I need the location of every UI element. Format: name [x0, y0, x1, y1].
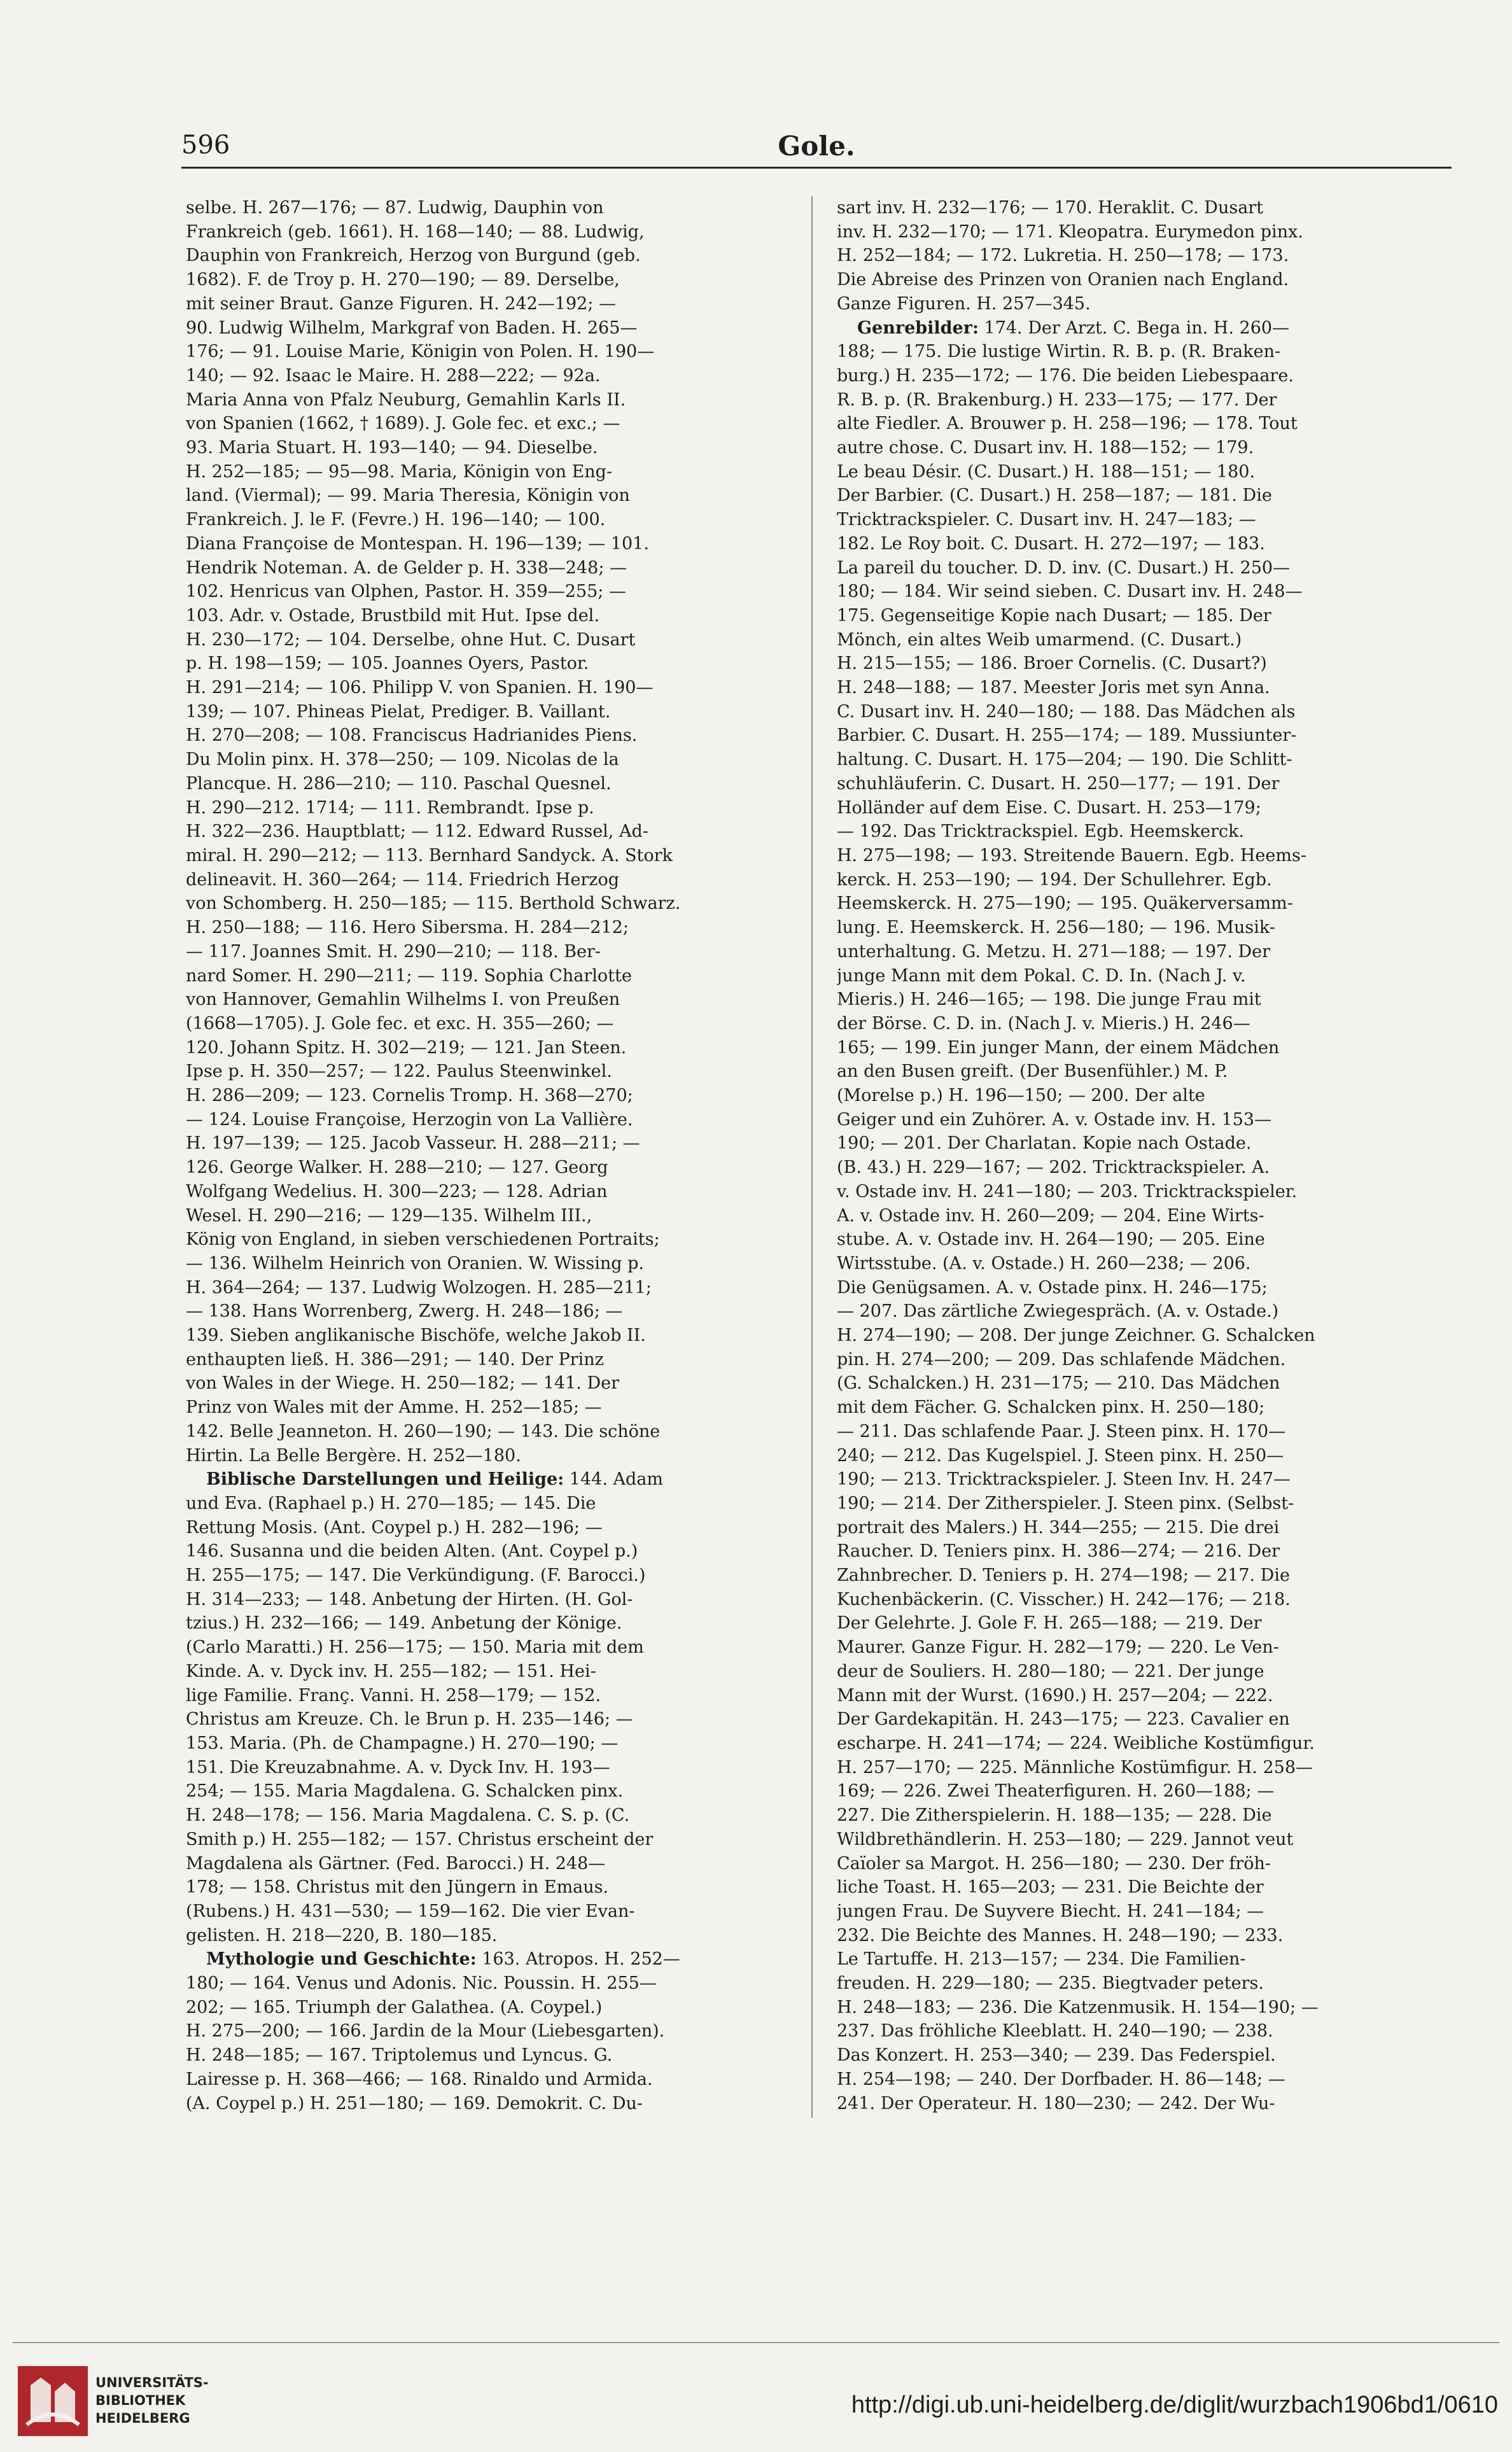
biblical-section	[186, 1468, 790, 1947]
genre-entries: 174. Der Arzt. C. Bega in. H. 260— 188; — 175. Die lustige Wirtin. R. B. p. (R. Braken- burg.) H. 235—172; — 176. Die beiden Liebespaare. R. B. p. (R. Brakenburg.) H. 233—175; — 177. Der alte Fiedler. A. Brouwer p. H. 258—196; — 178. Tout autre chose. C. Dusart inv. H. 188—152; — 179. Le beau Désir. (C. Dusart.) H. 188—151; — 180. Der Barbier. (C. Dusart.) H. 258—187; — 181. Die Tricktrackspieler. C. Dusart inv. H. 247—183; — 182. Le Roy boit. C. Dusart. H. 272—197; — 183. La pareil du toucher. D. D. inv. (C. Dusart.) H. 250— 180; — 184. Wir seind sieben. C. Dusart inv. H. 248— 175. Gegenseitige Kopie nach Dusart; — 185. Der Mönch, ein altes Weib umarmend. (C. Dusart.) H. 215—155; — 186. Broer Cornelis. (C. Dusart?) H. 248—188; — 187. Meester Joris met syn Anna. C. Dusart inv. H. 240—180; — 188. Das Mädchen als Barbier. C. Dusart. H. 255—174; — 189. Mussiunter- haltung. C. Dusart. H. 175—204; — 190. Die Schlitt- schuhläuferin. C. Dusart. H. 250—177; — 191. Der Holländer auf dem Eise. C. Dusart. H. 253—179; — 192. Das Tricktrackspiel. Egb. Heemskerck. H. 275—198; — 193. Streitende Bauern. Egb. Heems- kerck. H. 253—190; — 194. Der Schullehrer. Egb. Heemskerck. H. 275—190; — 195. Quäkerversamm- lung. E. Heemskerck. H. 256—180; — 196. Musik- unterhaltung. G. Metzu. H. 271—188; — 197. Der junge Mann mit dem Pokal. C. D. In. (Nach J. v. Mieris.) H. 246—165; — 198. Die junge Frau mit der Börse. C. D. in. (Nach J. v. Mieris.) H. 246— 165; — 199. Ein junger Mann, der einem Mädchen an den Busen greift. (Der Busenfühler.) M. P. (Morelse p.) H. 196—150; — 200. Der alte Geiger und ein Zuhörer. A. v. Ostade inv. H. 153— 190; — 201. Der Charlatan. Kopie nach Ostade. (B. 43.) H. 229—167; — 202. Tricktrackspieler. A. v. Ostade inv. H. 241—180; — 203. Tricktrackspieler. A. v. Ostade inv. H. 260—209; — 204. Eine Wirts- stube. A. v. Ostade inv. H. 264—190; — 205. Eine Wirtsstube. (A. v. Ostade.) H. 260—238; — 206. Die Genügsamen. A. v. Ostade pinx. H. 246—175; — 207. Das zärtliche Zwiegespräch. (A. v. Ostade.) H. 274—190; — 208. Der junge Zeichner. G. Schalcken pin. H. 274—200; — 209. Das schlafende Mädchen. (G. Schalcken.) H. 231—175; — 210. Das Mädchen mit dem Fächer. G. Schalcken pinx. H. 250—180; — 211. Das schlafende Paar. J. Steen pinx. H. 170— 240; — 212. Das Kugelspiel. J. Steen pinx. H. 250— 190; — 213. Tricktrackspieler. J. Steen Inv. H. 247— 190; — 214. Der Zitherspieler. J. Steen pinx. (Selbst- portrait des Malers.) H. 344—255; — 215. Die drei Raucher. D. Teniers pinx. H. 386—274; — 216. Der Zahnbrecher. D. Teniers p. H. 274—198; — 217. Die Kuchenbäckerin. (C. Visscher.) H. 242—176; — 218. Der Gelehrte. J. Gole F. H. 265—188; — 219. Der Maurer. Ganze Figur. H. 282—179; — 220. Le Ven- deur de Souliers. H. 280—180; — 221. Der junge Mann mit der Wurst. (1690.) H. 257—204; — 222. Der Gardekapitän. H. 243—175; — 223. Cavalier en escharpe. H. 241—174; — 224. Weibliche Kostümfigur. H. 257—170; — 225. Männliche Kostümfigur. H. 258— 169; — 226. Zwei Theaterfiguren. H. 260—188; — 227. Die Zitherspielerin. H. 188—135; — 228. Die Wildbrethändlerin. H. 253—180; — 229. Jannot veut Caïoler sa Margot. H. 256—180; — 230. Der fröh- liche Toast. H. 165—203; — 231. Die Beichte der jungen Frau. De Suyvere Biecht. H. 241—184; — 232. Die Beichte des Mannes. H. 248—190; — 233. Le Tartuffe. H. 213—157; — 234. Die Familien- freuden. H. 229—180; — 235. Biegtvader peters. H. 248—183; — 236. Die Katzenmusik. H. 154—190; — 237. Das fröhliche Kleeblatt. H. 240—190; — 238. Das Konzert. H. 253—340; — 239. Das Federspiel. H. 254—198; — 240. Der Dorfbader. H. 86—148; — 241. Der Operateur. H. 180—230; — 242. Der Wu-	[837, 318, 1319, 2113]
library-name	[95, 2374, 209, 2427]
library-name-line: UNIVERSITÄTS-	[95, 2375, 209, 2390]
mythology-entries: 163. Atropos. H. 252— 180; — 164. Venus und Adonis. Nic. Poussin. H. 255— 202; — 165. Triumph der Galathea. (A. Coypel.) H. 275—200; — 166. Jardin de la Mour (Liebesgarten). H. 248—185; — 167. Triptolemus und Lyncus. G. Lairesse p. H. 368—466; — 168. Rinaldo und Armida. (A. Coypel p.) H. 251—180; — 169. Demokrit. C. Du-	[186, 1949, 680, 2113]
biblical-entries: 144. Adam und Eva. (Raphael p.) H. 270—185; — 145. Die Rettung Mosis. (Ant. Coypel p.) H. 282—196; — 146. Susanna und die beiden Alten. (Ant. Coypel p.) H. 255—175; — 147. Die Verkündigung. (F. Barocci.) H. 314—233; — 148. Anbetung der Hirten. (H. Gol- tzius.) H. 232—166; — 149. Anbetung der Könige. (Carlo Maratti.) H. 256—175; — 150. Maria mit dem Kinde. A. v. Dyck inv. H. 255—182; — 151. Hei- lige Familie. Franç. Vanni. H. 258—179; — 152. Christus am Kreuze. Ch. le Brun p. H. 235—146; — 153. Maria. (Ph. de Champagne.) H. 270—190; — 151. Die Kreuzabnahme. A. v. Dyck Inv. H. 193— 254; — 155. Maria Magdalena. G. Schalcken pinx. H. 248—178; — 156. Maria Magdalena. C. S. p. (C. Smith p.) H. 255—182; — 157. Christus erscheint der Magdalena als Gärtner. (Fed. Barocci.) H. 248— 178; — 158. Christus mit den Jüngern in Emaus. (Rubens.) H. 431—530; — 159—162. Die vier Evan- gelisten. H. 218—220, B. 180—185.	[186, 1469, 663, 1945]
left-column	[186, 196, 790, 2131]
running-title: Gole.	[778, 130, 855, 162]
library-name-line: BIBLIOTHEK	[95, 2393, 186, 2408]
section-heading-biblical: Biblische Darstellungen und Heilige:	[206, 1469, 564, 1490]
mythology-section	[186, 1947, 790, 2115]
source-url-link[interactable]: http://digi.ub.uni-heidelberg.de/diglit/wurzbach1906bd1/0610	[851, 2392, 1498, 2418]
right-column	[837, 196, 1441, 2131]
heidelberg-university-library-logo-icon	[18, 2366, 88, 2436]
footer-rule	[13, 2342, 1499, 2343]
library-name-line: HEIDELBERG	[95, 2411, 190, 2426]
page-footer	[0, 2342, 1512, 2452]
section-heading-genre: Genrebilder:	[857, 318, 979, 338]
header-rule	[181, 167, 1452, 169]
mythology-continued-paragraph: sart inv. H. 232—176; — 170. Heraklit. C. Dusart inv. H. 232—170; — 171. Kleopatra. Eurymedon pinx. H. 252—184; — 172. Lukretia. H. 250—178; — 173. Die Abreise des Prinzen von Oranien nach England. Ganze Figuren. H. 257—345.	[837, 198, 1303, 314]
page-header	[181, 130, 1452, 169]
genre-section	[837, 316, 1441, 2116]
portrait-list-paragraph: selbe. H. 267—176; — 87. Ludwig, Dauphin von Frankreich (geb. 1661). H. 168—140; — 88. Ludwig, Dauphin von Frankreich, Herzog von Burgund (geb. 1682). F. de Troy p. H. 270—190; — 89. Derselbe, mit seiner Braut. Ganze Figuren. H. 242—192; — 90. Ludwig Wilhelm, Markgraf von Baden. H. 265— 176; — 91. Louise Marie, Königin von Polen. H. 190— 140; — 92. Isaac le Maire. H. 288—222; — 92a. Maria Anna von Pfalz Neuburg, Gemahlin Karls II. von Spanien (1662, † 1689). J. Gole fec. et exc.; — 93. Maria Stuart. H. 193—140; — 94. Dieselbe. H. 252—185; — 95—98. Maria, Königin von Eng- land. (Viermal); — 99. Maria Theresia, Königin von Frankreich. J. le F. (Fevre.) H. 196—140; — 100. Diana Françoise de Montespan. H. 196—139; — 101. Hendrik Noteman. A. de Gelder p. H. 338—248; — 102. Henricus van Olphen, Pastor. H. 359—255; — 103. Adr. v. Ostade, Brustbild mit Hut. Ipse del. H. 230—172; — 104. Derselbe, ohne Hut. C. Dusart p. H. 198—159; — 105. Joannes Oyers, Pastor. H. 291—214; — 106. Philipp V. von Spanien. H. 190— 139; — 107. Phineas Pielat, Prediger. B. Vaillant. H. 270—208; — 108. Franciscus Hadrianides Piens. Du Molin pinx. H. 378—250; — 109. Nicolas de la Plancque. H. 286—210; — 110. Paschal Quesnel. H. 290—212. 1714; — 111. Rembrandt. Ipse p. H. 322—236. Hauptblatt; — 112. Edward Russel, Ad- miral. H. 290—212; — 113. Bernhard Sandyck. A. Stork delineavit. H. 360—264; — 114. Friedrich Herzog von Schomberg. H. 250—185; — 115. Berthold Schwarz. H. 250—188; — 116. Hero Sibersma. H. 284—212; — 117. Joannes Smit. H. 290—210; — 118. Ber- nard Somer. H. 290—211; — 119. Sophia Charlotte von Hannover, Gemahlin Wilhelms I. von Preußen (1668—1705). J. Gole fec. et exc. H. 355—260; — 120. Johann Spitz. H. 302—219; — 121. Jan Steen. Ipse p. H. 350—257; — 122. Paulus Steenwinkel. H. 286—209; — 123. Cornelis Tromp. H. 368—270; — 124. Louise Françoise, Herzogin von La Vallière. H. 197—139; — 125. Jacob Vasseur. H. 288—211; — 126. George Walker. H. 288—210; — 127. Georg Wolfgang Wedelius. H. 300—223; — 128. Adrian Wesel. H. 290—216; — 129—135. Wilhelm III., König von England, in sieben verschiedenen Portraits; — 136. Wilhelm Heinrich von Oranien. W. Wissing p. H. 364—264; — 137. Ludwig Wolzogen. H. 285—211; — 138. Hans Worrenberg, Zwerg. H. 248—186; — 139. Sieben anglikanische Bischöfe, welche Jakob II. enthaupten ließ. H. 386—291; — 140. Der Prinz von Wales in der Wiege. H. 250—182; — 141. Der Prinz von Wales mit der Amme. H. 252—185; — 142. Belle Jeanneton. H. 260—190; — 143. Die schöne Hirtin. La Belle Bergère. H. 252—180.	[186, 198, 681, 1466]
column-separator	[811, 196, 813, 2118]
section-heading-mythology: Mythologie und Geschichte:	[206, 1949, 477, 1970]
page-number: 596	[181, 130, 230, 160]
